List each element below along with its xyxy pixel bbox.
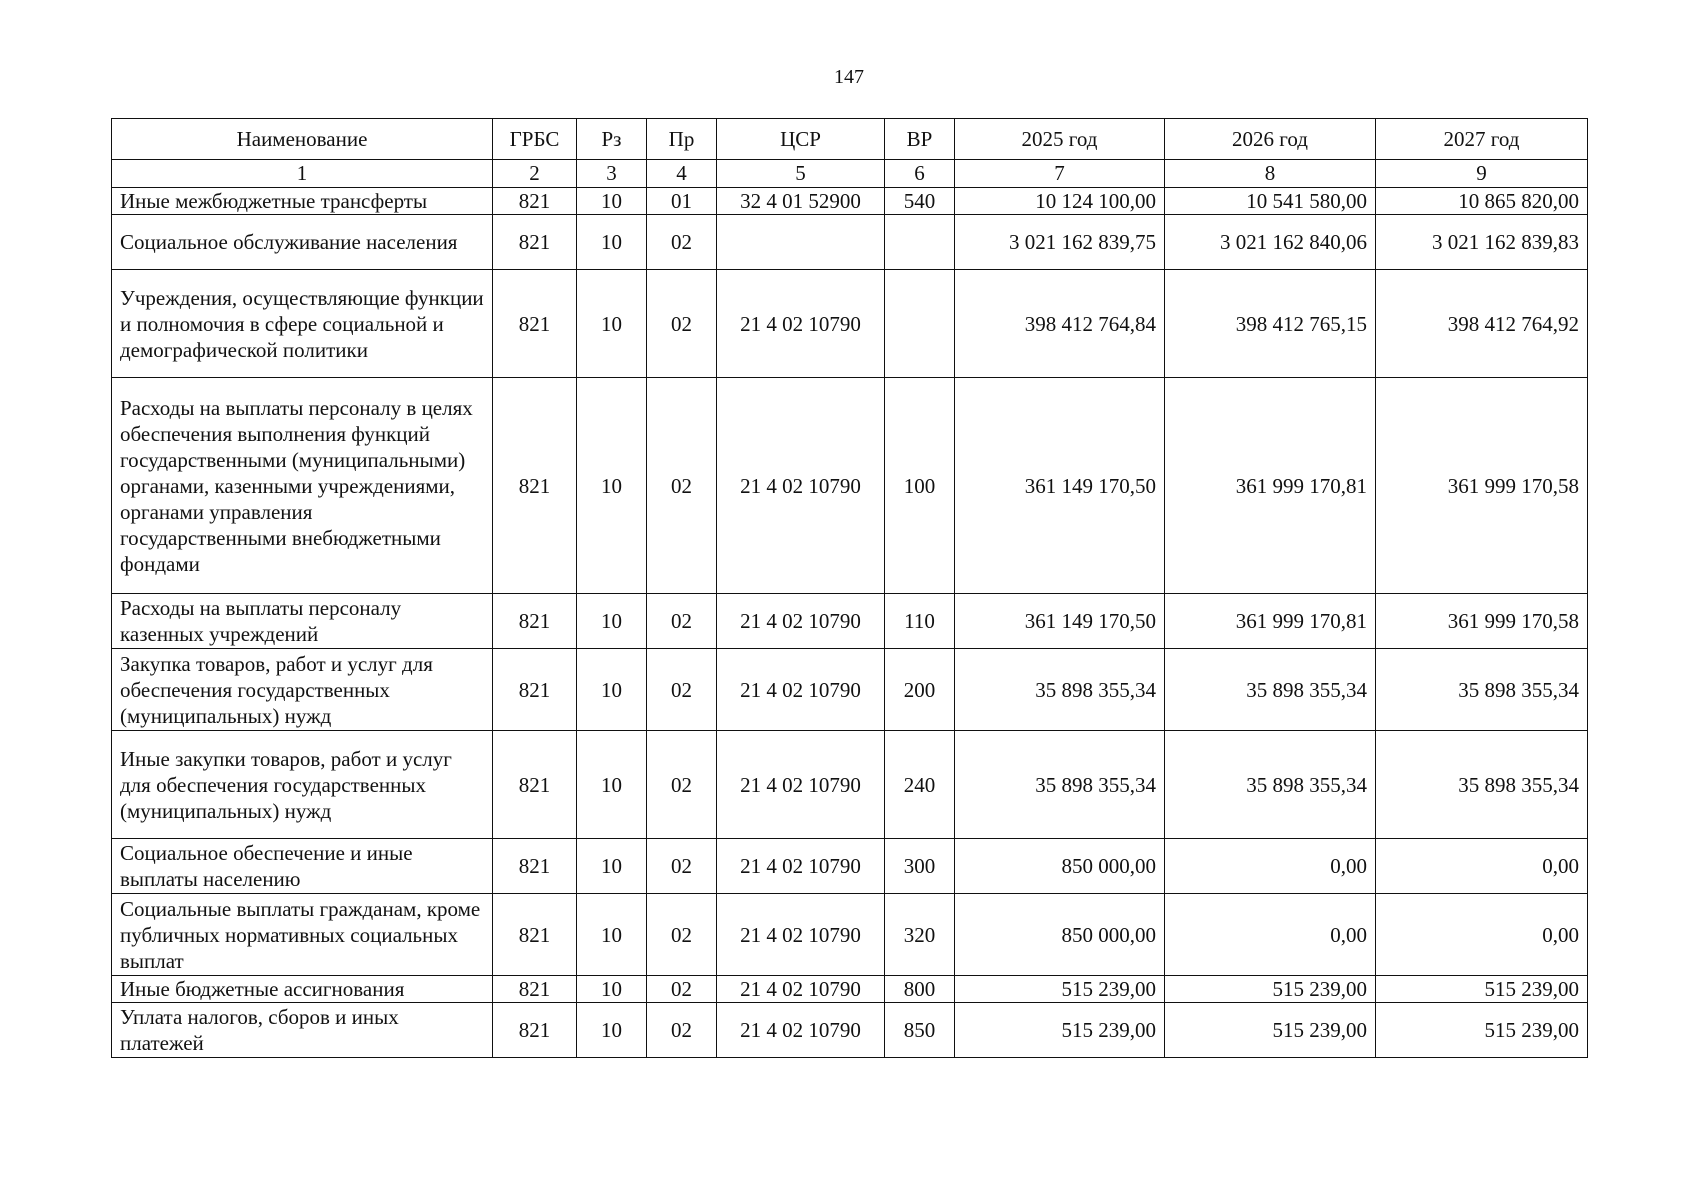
cell-name: Иные бюджетные ассигнования: [112, 976, 493, 1003]
table-row: [112, 839, 1588, 894]
column-number: 8: [1165, 160, 1376, 188]
cell-2025: 850 000,00: [955, 839, 1165, 894]
cell-2025: 3 021 162 839,75: [955, 215, 1165, 270]
cell-grbs: 821: [493, 215, 577, 270]
cell-pr: 02: [647, 976, 717, 1003]
cell-vr: 850: [885, 1003, 955, 1058]
cell-vr: [885, 270, 955, 378]
table-row: [112, 894, 1588, 976]
column-header-name: Наименование: [112, 119, 493, 160]
cell-grbs: 821: [493, 270, 577, 378]
cell-grbs: 821: [493, 188, 577, 215]
column-number: 5: [717, 160, 885, 188]
cell-rz: 10: [577, 649, 647, 731]
cell-csr: 21 4 02 10790: [717, 594, 885, 649]
cell-2027: 3 021 162 839,83: [1376, 215, 1588, 270]
cell-2025: 850 000,00: [955, 894, 1165, 976]
cell-2027: 515 239,00: [1376, 1003, 1588, 1058]
table-row: [112, 215, 1588, 270]
cell-name: Уплата налогов, сборов и иных платежей: [112, 1003, 493, 1058]
cell-2026: 10 541 580,00: [1165, 188, 1376, 215]
cell-csr: 21 4 02 10790: [717, 649, 885, 731]
cell-2027: 10 865 820,00: [1376, 188, 1588, 215]
cell-2025: 361 149 170,50: [955, 378, 1165, 594]
cell-2026: 515 239,00: [1165, 1003, 1376, 1058]
cell-2026: 35 898 355,34: [1165, 649, 1376, 731]
cell-2026: 361 999 170,81: [1165, 594, 1376, 649]
cell-2027: 361 999 170,58: [1376, 594, 1588, 649]
column-header-vr: ВР: [885, 119, 955, 160]
cell-vr: 110: [885, 594, 955, 649]
cell-rz: 10: [577, 894, 647, 976]
cell-pr: 02: [647, 894, 717, 976]
cell-vr: 300: [885, 839, 955, 894]
column-number-row: [112, 160, 1588, 188]
cell-csr: 21 4 02 10790: [717, 270, 885, 378]
cell-rz: 10: [577, 378, 647, 594]
cell-2026: 35 898 355,34: [1165, 731, 1376, 839]
cell-name: Расходы на выплаты персоналу казенных учреждений: [112, 594, 493, 649]
cell-2025: 35 898 355,34: [955, 649, 1165, 731]
cell-grbs: 821: [493, 731, 577, 839]
column-header-2026: 2026 год: [1165, 119, 1376, 160]
column-header-rz: Рз: [577, 119, 647, 160]
cell-csr: 21 4 02 10790: [717, 976, 885, 1003]
column-header-csr: ЦСР: [717, 119, 885, 160]
cell-csr: 21 4 02 10790: [717, 839, 885, 894]
cell-csr: 21 4 02 10790: [717, 731, 885, 839]
cell-name: Социальные выплаты гражданам, кроме публичных нормативных социальных выплат: [112, 894, 493, 976]
cell-2026: 398 412 765,15: [1165, 270, 1376, 378]
cell-vr: 800: [885, 976, 955, 1003]
cell-name: Социальное обслуживание населения: [112, 215, 493, 270]
cell-2026: 3 021 162 840,06: [1165, 215, 1376, 270]
table-row: [112, 976, 1588, 1003]
cell-grbs: 821: [493, 594, 577, 649]
cell-rz: 10: [577, 1003, 647, 1058]
cell-name: Социальное обеспечение и иные выплаты населению: [112, 839, 493, 894]
column-header-grbs: ГРБС: [493, 119, 577, 160]
cell-pr: 02: [647, 270, 717, 378]
cell-2025: 515 239,00: [955, 1003, 1165, 1058]
budget-table: [111, 118, 1588, 1058]
cell-2025: 35 898 355,34: [955, 731, 1165, 839]
cell-2025: 361 149 170,50: [955, 594, 1165, 649]
cell-grbs: 821: [493, 894, 577, 976]
cell-pr: 02: [647, 649, 717, 731]
cell-name: Иные межбюджетные трансферты: [112, 188, 493, 215]
column-header-2025: 2025 год: [955, 119, 1165, 160]
cell-csr: 21 4 02 10790: [717, 894, 885, 976]
cell-csr: [717, 215, 885, 270]
cell-2026: 515 239,00: [1165, 976, 1376, 1003]
cell-2025: 10 124 100,00: [955, 188, 1165, 215]
cell-rz: 10: [577, 839, 647, 894]
page-number: 147: [834, 66, 864, 88]
cell-pr: 02: [647, 731, 717, 839]
cell-vr: [885, 215, 955, 270]
cell-pr: 01: [647, 188, 717, 215]
cell-2027: 35 898 355,34: [1376, 731, 1588, 839]
cell-name: Иные закупки товаров, работ и услуг для обеспечения государственных (муниципальных) нужд: [112, 731, 493, 839]
cell-2027: 361 999 170,58: [1376, 378, 1588, 594]
cell-2026: 0,00: [1165, 839, 1376, 894]
cell-grbs: 821: [493, 976, 577, 1003]
cell-grbs: 821: [493, 649, 577, 731]
table-row: [112, 594, 1588, 649]
cell-rz: 10: [577, 731, 647, 839]
column-header-pr: Пр: [647, 119, 717, 160]
cell-csr: 32 4 01 52900: [717, 188, 885, 215]
table-row: [112, 649, 1588, 731]
table-row: [112, 188, 1588, 215]
cell-rz: 10: [577, 270, 647, 378]
column-number: 6: [885, 160, 955, 188]
cell-rz: 10: [577, 215, 647, 270]
table-row: [112, 270, 1588, 378]
cell-grbs: 821: [493, 1003, 577, 1058]
column-number: 9: [1376, 160, 1588, 188]
cell-rz: 10: [577, 188, 647, 215]
column-number: 7: [955, 160, 1165, 188]
cell-2025: 398 412 764,84: [955, 270, 1165, 378]
cell-name: Расходы на выплаты персоналу в целях обеспечения выполнения функций государственными (муниципальными) органами, казенными учреждениями, органами управления государственными внебюджетными фондами: [112, 378, 493, 594]
cell-2026: 0,00: [1165, 894, 1376, 976]
cell-grbs: 821: [493, 378, 577, 594]
cell-vr: 320: [885, 894, 955, 976]
cell-vr: 240: [885, 731, 955, 839]
cell-grbs: 821: [493, 839, 577, 894]
column-number: 3: [577, 160, 647, 188]
column-number: 1: [112, 160, 493, 188]
table-row: [112, 1003, 1588, 1058]
cell-2027: 35 898 355,34: [1376, 649, 1588, 731]
cell-2026: 361 999 170,81: [1165, 378, 1376, 594]
cell-2027: 0,00: [1376, 839, 1588, 894]
cell-pr: 02: [647, 839, 717, 894]
cell-2027: 0,00: [1376, 894, 1588, 976]
cell-csr: 21 4 02 10790: [717, 378, 885, 594]
cell-vr: 540: [885, 188, 955, 215]
cell-rz: 10: [577, 976, 647, 1003]
cell-pr: 02: [647, 378, 717, 594]
cell-2027: 515 239,00: [1376, 976, 1588, 1003]
cell-rz: 10: [577, 594, 647, 649]
cell-csr: 21 4 02 10790: [717, 1003, 885, 1058]
cell-name: Закупка товаров, работ и услуг для обеспечения государственных (муниципальных) нужд: [112, 649, 493, 731]
cell-2025: 515 239,00: [955, 976, 1165, 1003]
column-header-2027: 2027 год: [1376, 119, 1588, 160]
column-number: 2: [493, 160, 577, 188]
cell-2027: 398 412 764,92: [1376, 270, 1588, 378]
table-row: [112, 378, 1588, 594]
cell-pr: 02: [647, 215, 717, 270]
cell-name: Учреждения, осуществляющие функции и полномочия в сфере социальной и демографической политики: [112, 270, 493, 378]
cell-vr: 100: [885, 378, 955, 594]
header-row: [112, 119, 1588, 160]
table-row: [112, 731, 1588, 839]
cell-vr: 200: [885, 649, 955, 731]
column-number: 4: [647, 160, 717, 188]
cell-pr: 02: [647, 1003, 717, 1058]
cell-pr: 02: [647, 594, 717, 649]
